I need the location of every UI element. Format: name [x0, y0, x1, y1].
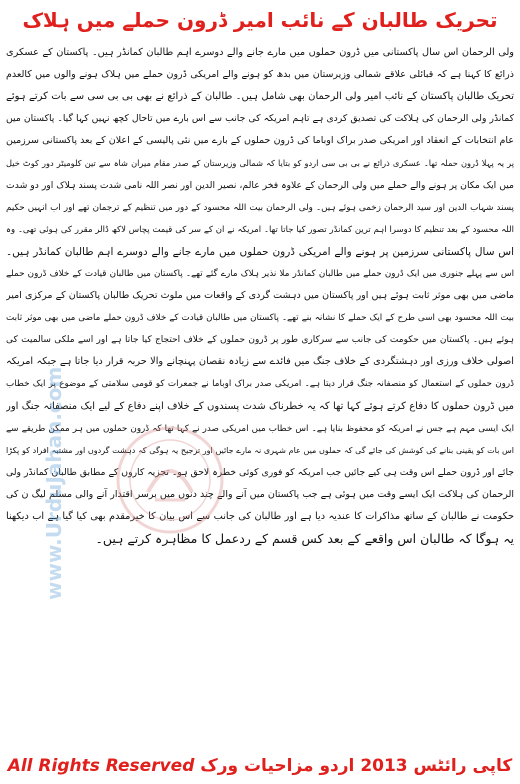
article-line: اس بات کو یقینی بنانے کی کوشش کی جائے گی کہ حملوں میں عام شہری نہ مارے جائیں اور ترجیح یہ ہوگی کہ دہشت گردوں اور مشتبہ افراد کو پکڑا [6, 445, 514, 455]
article-line: عام انتخابات کے انعقاد اور امریکی صدر براک اوباما کی ڈرون حملوں کے بارے میں نئی پالیسی کے اعلان کے بعد پاکستانی سرزمین [6, 135, 514, 147]
article-line: ولی الرحمان اس سال پاکستانی میں ڈرون حملوں میں مارے جانے والے دوسرے اہم طالبان کمانڈر ہیں۔ پاکستان کے عسکری [6, 47, 514, 58]
article-line: ہوئے ہیں۔ پاکستان میں حکومت کی جانب سے سرکاری طور پر ڈرون حملوں کے خلاف احتجاج کیا جاتا ہے اور اسے ملکی سالمیت کی [6, 335, 514, 346]
article-line: اس سال پاکستانی سرزمین پر ہونے والے امریکی ڈرون حملوں میں مارے جانے والے دوسرے اہم طالبان کمانڈر ہیں۔ [6, 245, 514, 258]
article-line: حکومت نے طالبان کے ساتھ مذاکرات کا عندیہ دیا ہے اور طالبان کی جانب سے اس بیان کا خیرمقدم بھی کیا گیا ہے اب دیکھنا [6, 510, 514, 522]
article-title: تحریک طالبان کے نائب امیر ڈرون حملے میں ہلاک [22, 8, 498, 32]
article-line: پسند شہاب الدین اور سید الرحمان زخمی ہوئے ہیں۔ ولی الرحمان بیت اللہ محسود کے دور میں تنظیم کے ترجمان تھے اور اب انہیں حکیم [6, 202, 514, 213]
article-line: میں ڈرون حملوں کا دفاع کرتے ہوئے کہا تھا کہ یہ خطرناک شدت پسندوں کے خلاف اپنے دفاع کے لیے ایک منصفانہ جنگ اور [6, 400, 514, 412]
article-body [6, 42, 514, 748]
article-line: کمانڈر ولی الرحمان کی ہلاکت کی تصدیق کردی ہے تاہم امریکہ کی جانب سے اس بارے میں تاحال کچھ نہیں کہا گیا۔ پاکستان میں [6, 113, 514, 125]
article-line: اس سے پہلے جنوری میں ایک ڈرون حملے میں طالبان کمانڈر ملا نذیر ہلاک مارے گئے تھے۔ پاکستان میں طالبان قیادت کے خلاف ڈرون حملے [6, 268, 514, 279]
article-line: ایک ایسی مہم ہے جس نے امریکہ کو محفوظ بنایا ہے۔ اس خطاب میں امریکی صدر نے کہا تھا کہ ڈرون حملوں میں ہر ممکن طریقے سے [6, 423, 514, 434]
article-line: اصولی خلاف ورزی اور دہشتگردی کے خلاف جنگ میں فائدے سے زیادہ نقصان پہنچانے والا حربہ قرار دیا جاتا ہے جبکہ امریکہ [6, 356, 514, 368]
article-line: الرحمان کی ہلاکت ایک ایسے وقت میں ہوئی ہے جب پاکستان میں آنے والے چند دنوں میں برسر اقتدار آنے والی مسلم لیگ ن کی [6, 488, 514, 500]
article-line: جائے اور ڈرون حملے اس وقت ہی کیے جائیں جب امریکہ کو فوری کوئی خطرہ لاحق ہو۔ تجزیہ کاروں کے مطابق طالبان کمانڈر ولی [6, 466, 514, 478]
article-line: میں ایک مکان پر ہونے والے حملے میں ولی الرحمان کے علاوہ فخر عالم، نصیر الدین اور نصر اللہ نامی شدت پسند ہلاک اور دو شدت [6, 179, 514, 191]
article-line: ماضی میں بھی موثر ثابت ہوئے ہیں اور پاکستان میں دہشت گردی کے واقعات میں ملوث تحریک طالبان پاکستان کے مرکزی امیر [6, 290, 514, 302]
article-line: بیت اللہ محسود بھی اسی طرح کے ایک حملے کا نشانہ بنے تھے۔ پاکستان میں طالبان قیادت کے خلاف ڈرون حملے ماضی میں بھی موثر ثابت [6, 313, 514, 324]
article-line: ڈرون حملوں کے استعمال کو منصفانہ جنگ قرار دیتا ہے۔ امریکی صدر براک اوباما نے جمعرات کو قومی سلامتی کے موضوع پر ایک خطاب [6, 379, 514, 390]
footer-copyright-text: کاپی رائٹس 2013 اردو مزاحیات ورک [200, 756, 513, 776]
copyright-footer [0, 752, 520, 780]
watermark-url-text: www.UrduJahan.com [42, 366, 66, 600]
article-line: پر یہ پہلا ڈرون حملہ تھا۔ عسکری ذرائع نے بی بی سی اردو کو بتایا کہ شمالی وزیرستان کے صدر مقام میران شاہ سے تین کلومیٹر دور کوٹ خیل [6, 158, 514, 169]
footer-rights-text: All Rights Reserved [7, 756, 195, 776]
article-line: یہ ہوگا کہ طالبان اس واقعے کے بعد کس قسم کے ردعمل کا مظاہرہ کرتے ہیں۔ [95, 531, 514, 547]
article-line: اللہ محسود کے بعد تنظیم کا دوسرا اہم ترین کمانڈر تصور کیا جاتا تھا۔ امریکہ نے ان کے سر کی قیمت پچاس لاکھ ڈالر مقرر کی ہوئی تھی۔ وہ [6, 224, 514, 235]
article-line: تحریک طالبان پاکستان کے نائب امیر ولی الرحمان بھی شامل ہیں۔ طالبان کے ذرائع نے بھی بی بی سی سے بات کرتے ہوئے [6, 91, 514, 103]
article-line: ذرائع کا کہنا ہے کہ قبائلی علاقے شمالی وزیرستان میں بدھ کو ہونے والے امریکی ڈرون حملے میں ہلاک ہونے والوں میں کالعدم [6, 69, 514, 81]
